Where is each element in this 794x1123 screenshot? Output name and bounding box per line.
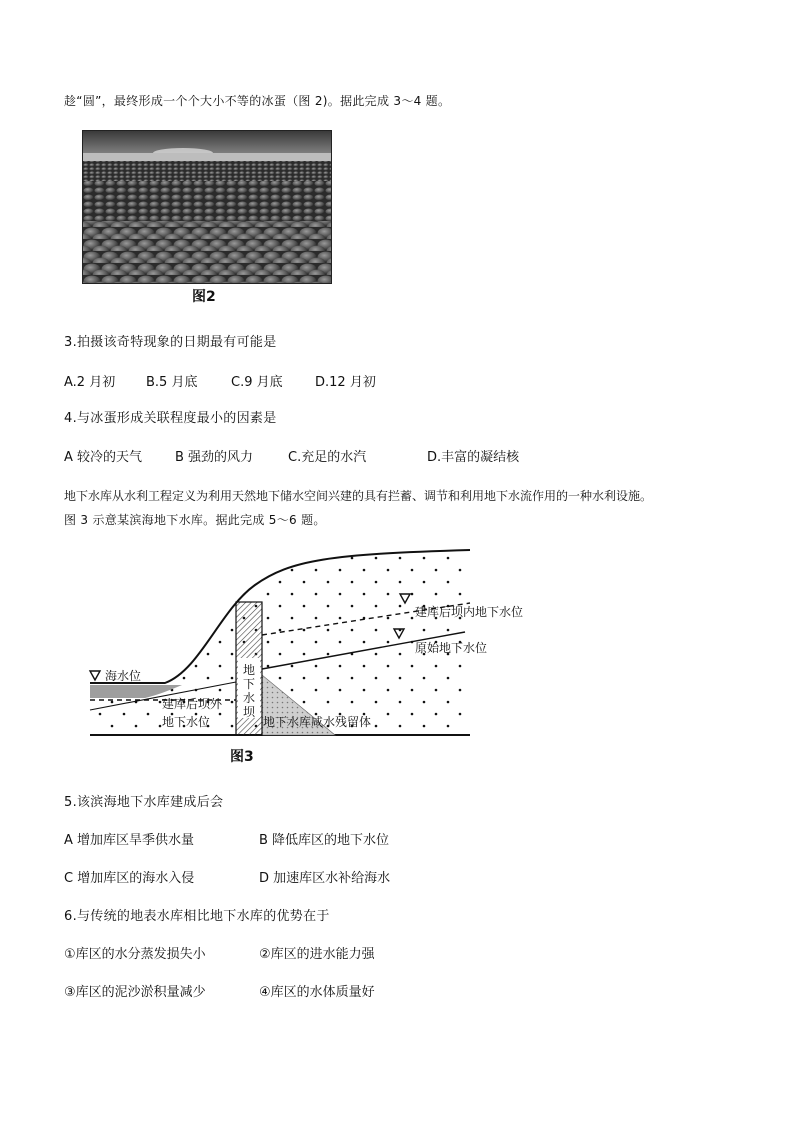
q4-option-c[interactable]: C.充足的水汽 — [288, 450, 367, 465]
q3-option-a[interactable]: A.2 月初 — [64, 375, 116, 390]
q6-option-3: ③库区的泥沙淤积量减少 — [64, 985, 206, 1000]
q5-option-b[interactable]: B 降低库区的地下水位 — [259, 833, 390, 848]
q4-option-d[interactable]: D.丰富的凝结核 — [427, 450, 520, 465]
q5-option-c[interactable]: C 增加库区的海水入侵 — [64, 871, 195, 886]
q3-option-b[interactable]: B.5 月底 — [146, 375, 198, 390]
label-outer-after-2: 地下水位 — [162, 715, 211, 729]
label-residual: 地下水库咸水残留体 — [263, 715, 372, 729]
q5-stem: 5.该滨海地下水库建成后会 — [64, 795, 224, 810]
figure-3-caption: 图3 — [230, 749, 254, 765]
figure-3 — [70, 540, 524, 770]
q5-option-a[interactable]: A 增加库区旱季供水量 — [64, 833, 195, 848]
passage-line-2: 图 3 示意某滨海地下水库。据此完成 5～6 题。 — [64, 513, 326, 527]
label-dam: 地下水坝 — [243, 663, 256, 719]
q6-option-2: ②库区的进水能力强 — [259, 947, 375, 962]
q6-option-4: ④库区的水体质量好 — [259, 985, 375, 1000]
q4-option-b[interactable]: B 强劲的风力 — [175, 450, 254, 465]
figure-2 — [62, 112, 344, 308]
q6-stem: 6.与传统的地表水库相比地下水库的优势在于 — [64, 909, 330, 924]
passage-line-1: 地下水库从水利工程定义为利用天然地下储水空间兴建的具有拦蓄、调节和利用地下水流作用的一种水利设施。 — [64, 489, 653, 503]
q3-option-d[interactable]: D.12 月初 — [315, 375, 376, 390]
q5-option-d[interactable]: D 加速库区水补给海水 — [259, 871, 391, 886]
q3-stem: 3.拍摄该奇特现象的日期最有可能是 — [64, 335, 277, 350]
figure-2-caption: 图2 — [192, 289, 216, 305]
intro-text: 趁“圆”，最终形成一个个大小不等的冰蛋（图 2)。据此完成 3～4 题。 — [64, 94, 451, 108]
label-original: 原始地下水位 — [415, 641, 488, 655]
label-sea-level: 海水位 — [105, 669, 142, 683]
ice-eggs-photo — [82, 130, 332, 284]
sea-level-icon — [90, 671, 100, 680]
label-outer-after-1: 建库后坝外 — [162, 697, 223, 711]
q4-option-a[interactable]: A 较冷的天气 — [64, 450, 143, 465]
label-inner-after: 建库后坝内地下水位 — [415, 605, 524, 619]
q4-stem: 4.与冰蛋形成关联程度最小的因素是 — [64, 411, 277, 426]
q3-option-c[interactable]: C.9 月底 — [231, 375, 283, 390]
q6-option-1: ①库区的水分蒸发损失小 — [64, 947, 206, 962]
